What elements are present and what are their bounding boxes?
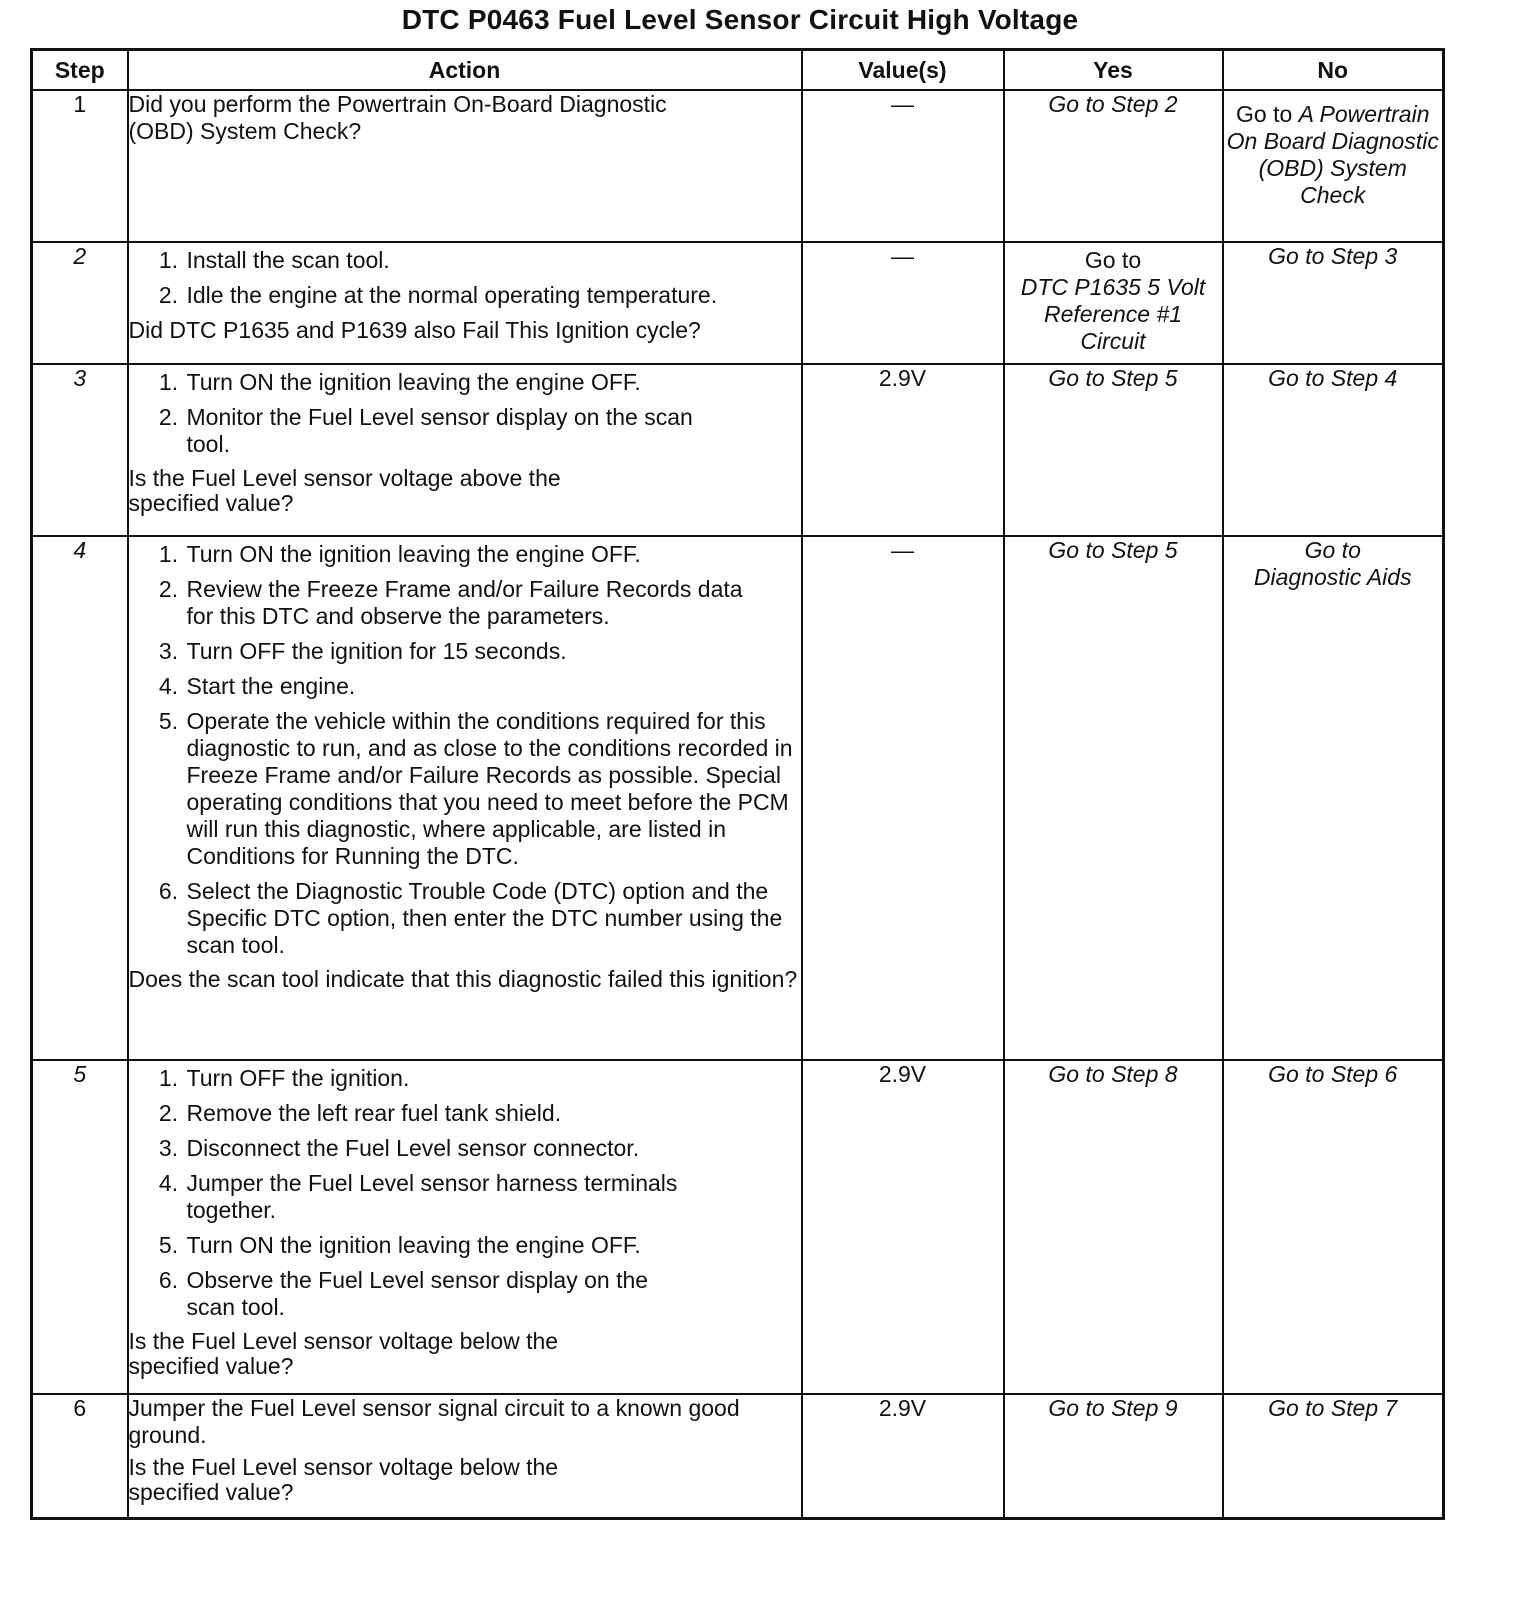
header-values: Value(s) xyxy=(802,50,1004,91)
page-title: DTC P0463 Fuel Level Sensor Circuit High Voltage xyxy=(401,4,1079,35)
action-steps xyxy=(129,247,801,309)
step-number: 1 xyxy=(32,90,128,242)
action-step: 5. Operate the vehicle within the conditions required for this diagnostic to run, and as close to the conditions recorded in Freeze Frame and/or Failure Records as possible. Special operating conditions that you need to meet before the PCM will run this diagnostic, where applicable, are listed in Conditions for Running the DTC. xyxy=(185,708,801,870)
action-step: 2. Remove the left rear fuel tank shield. xyxy=(185,1100,741,1127)
step-number: 5 xyxy=(32,1060,128,1394)
diagnostic-table xyxy=(30,48,1445,1520)
yes-cell: Go to Step 8 xyxy=(1004,1060,1223,1394)
action-step: 6. Observe the Fuel Level sensor display on the scan tool. xyxy=(185,1267,741,1321)
action-steps xyxy=(129,1065,801,1321)
action-steps xyxy=(129,541,801,959)
no-prefix: Go to xyxy=(1236,101,1299,127)
value-cell: — xyxy=(802,536,1004,1060)
value-cell: 2.9V xyxy=(802,1394,1004,1518)
action-question: Is the Fuel Level sensor voltage above the specified value? xyxy=(128,465,561,516)
table-row xyxy=(32,1394,1444,1518)
table-row xyxy=(32,242,1444,364)
no-link[interactable]: A Powertrain On Board Diagnostic (OBD) System Check xyxy=(1226,101,1439,208)
action-step: 1. Turn OFF the ignition. xyxy=(185,1065,741,1092)
action-question: Does the scan tool indicate that this diagnostic failed this ignition? xyxy=(128,966,798,992)
value-cell: 2.9V xyxy=(802,364,1004,536)
action-cell xyxy=(128,1060,802,1394)
action-steps xyxy=(129,369,801,458)
table-row xyxy=(32,1060,1444,1394)
table-row xyxy=(32,90,1444,242)
yes-cell: Go to Step 2 xyxy=(1004,90,1223,242)
action-cell xyxy=(128,364,802,536)
no-cell xyxy=(1223,90,1444,242)
table-row xyxy=(32,364,1444,536)
action-step: 3. Turn OFF the ignition for 15 seconds. xyxy=(185,638,801,665)
action-question: Is the Fuel Level sensor voltage below the specified value? xyxy=(128,1328,559,1379)
value-cell: — xyxy=(802,242,1004,364)
action-step: 1. Turn ON the ignition leaving the engine OFF. xyxy=(185,369,721,396)
no-cell: Go to Step 4 xyxy=(1223,364,1444,536)
yes-prefix: Go to xyxy=(1084,247,1142,273)
value-cell: 2.9V xyxy=(802,1060,1004,1394)
action-step: 2. Review the Freeze Frame and/or Failure Records data for this DTC and observe the parameters. xyxy=(185,576,801,630)
yes-cell xyxy=(1004,242,1223,364)
value-cell: — xyxy=(802,90,1004,242)
header-step: Step xyxy=(32,50,128,91)
action-cell xyxy=(128,1394,802,1518)
action-question: Is the Fuel Level sensor voltage below the specified value? xyxy=(128,1454,559,1505)
step-number: 4 xyxy=(32,536,128,1060)
no-cell: Go to Step 3 xyxy=(1223,242,1444,364)
yes-link[interactable]: DTC P1635 5 Volt Reference #1 Circuit xyxy=(1020,274,1206,354)
action-step: 6. Select the Diagnostic Trouble Code (DTC) option and the Specific DTC option, then enter the DTC number using the scan tool. xyxy=(185,878,801,959)
action-step: 2. Idle the engine at the normal operating temperature. xyxy=(185,282,801,309)
action-step: 2. Monitor the Fuel Level sensor display on the scan tool. xyxy=(185,404,721,458)
no-cell: Go to Step 6 xyxy=(1223,1060,1444,1394)
action-step: 4. Start the engine. xyxy=(185,673,801,700)
action-cell xyxy=(128,242,802,364)
header-no: No xyxy=(1223,50,1444,91)
action-step: 5. Turn ON the ignition leaving the engine OFF. xyxy=(185,1232,741,1259)
action-intro: Jumper the Fuel Level sensor signal circuit to a known good ground. xyxy=(128,1395,740,1448)
no-cell: Go to Diagnostic Aids xyxy=(1223,536,1444,1060)
step-number: 3 xyxy=(32,364,128,536)
table-header-row xyxy=(32,50,1444,91)
step-number: 2 xyxy=(32,242,128,364)
yes-cell: Go to Step 5 xyxy=(1004,364,1223,536)
yes-cell: Go to Step 5 xyxy=(1004,536,1223,1060)
no-cell: Go to Step 7 xyxy=(1223,1394,1444,1518)
header-yes: Yes xyxy=(1004,50,1223,91)
action-question: Did DTC P1635 and P1639 also Fail This Ignition cycle? xyxy=(128,317,701,343)
action-question: Did you perform the Powertrain On-Board Diagnostic (OBD) System Check? xyxy=(128,91,667,144)
action-step: 4. Jumper the Fuel Level sensor harness terminals together. xyxy=(185,1170,741,1224)
step-number: 6 xyxy=(32,1394,128,1518)
table-row xyxy=(32,536,1444,1060)
action-step: 1. Turn ON the ignition leaving the engine OFF. xyxy=(185,541,801,568)
action-cell xyxy=(128,90,802,242)
header-action: Action xyxy=(128,50,802,91)
yes-cell: Go to Step 9 xyxy=(1004,1394,1223,1518)
action-step: 3. Disconnect the Fuel Level sensor connector. xyxy=(185,1135,741,1162)
action-cell xyxy=(128,536,802,1060)
action-step: 1. Install the scan tool. xyxy=(185,247,801,274)
